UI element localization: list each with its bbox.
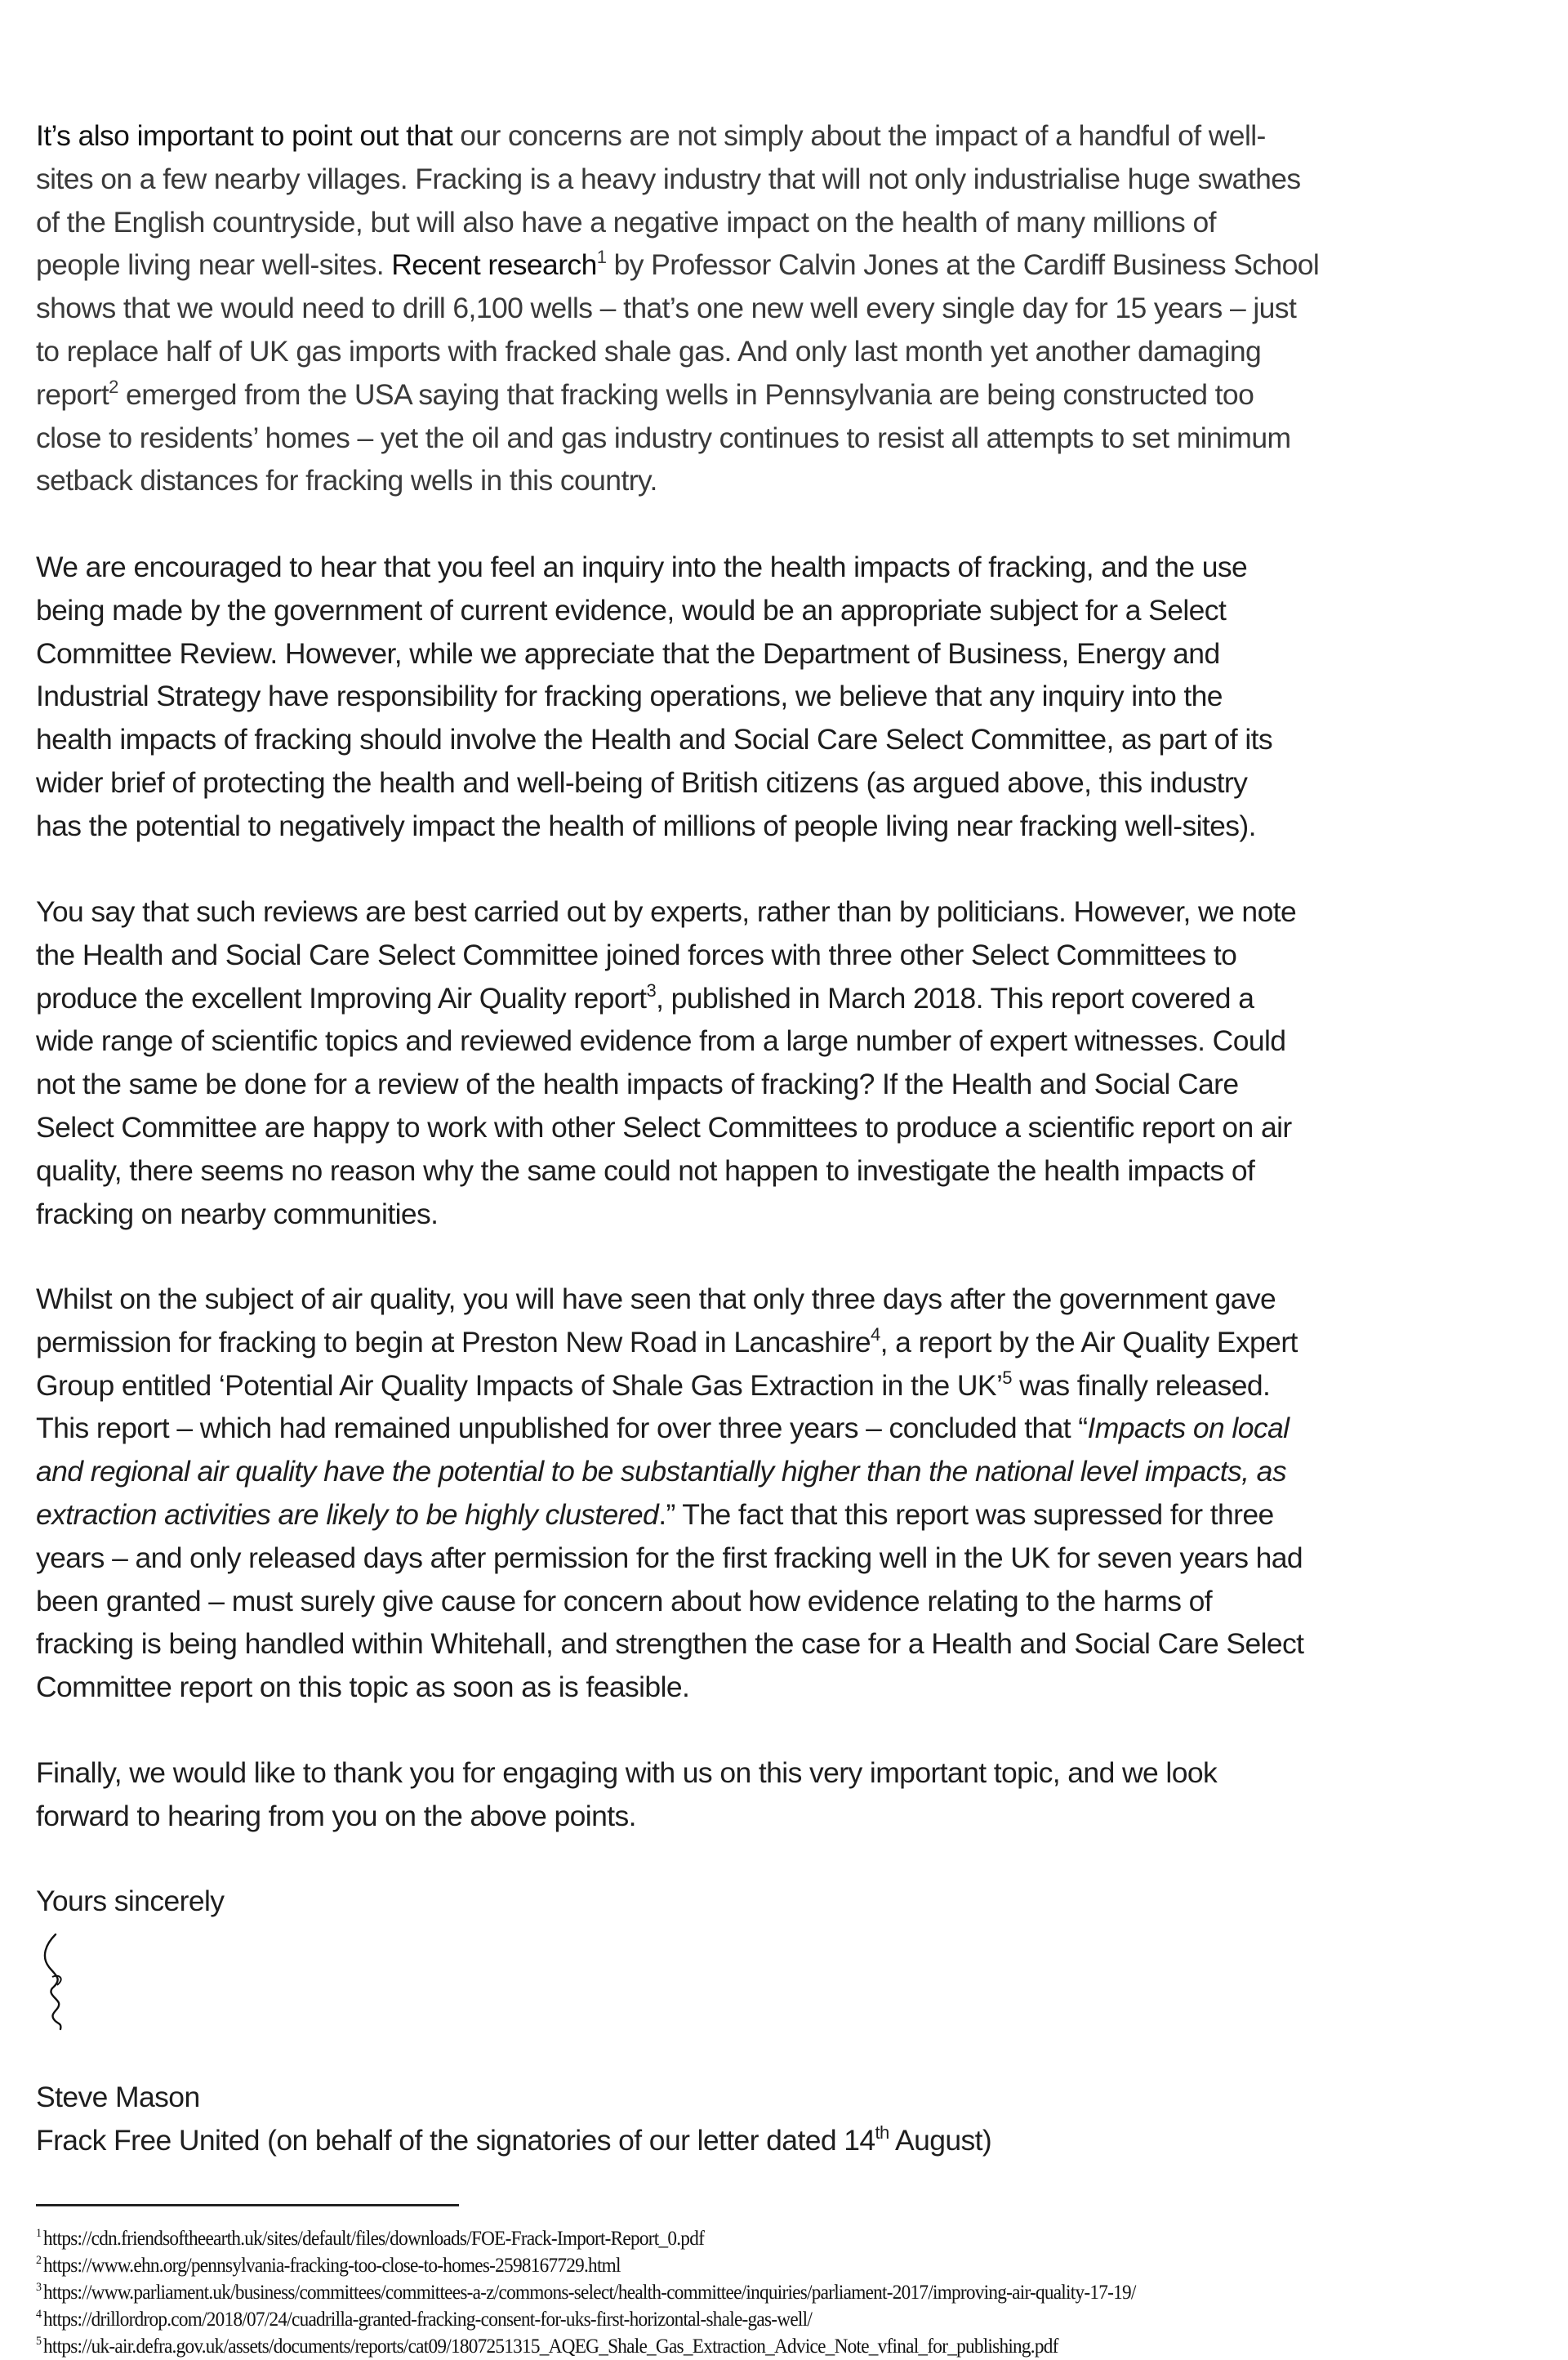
text-line [36,330,1555,373]
text-segment: forward to hearing from you on the above points. [36,1799,636,1832]
signature-block [36,2076,1555,2162]
text-line [36,1063,1555,1106]
paragraph-4 [36,1278,1555,1709]
text-segment: report [36,377,109,411]
footnote-reference: 5 [1002,1367,1012,1388]
text-line [36,1537,1555,1580]
text-line [36,934,1555,977]
text-segment: has the potential to negatively impact the health of millions of people living near fracking well-sites). [36,809,1256,842]
text-segment: wide range of scientific topics and reviewed evidence from a large number of expert witnesses. Could [36,1024,1286,1058]
text-segment: health impacts of fracking should involve the Health and Social Care Select Committee, as part of its [36,723,1273,756]
footnote [36,2252,1136,2279]
text-line [36,201,1555,244]
text-line [36,158,1555,201]
text-segment: our concerns are not simply about the impact of a handful of well- [452,119,1266,152]
text-segment: Committee report on this topic as soon as is feasible. [36,1671,690,1704]
text-segment: people living near well-sites. [36,248,392,282]
text-segment: to replace half of UK gas imports with fracked shale gas. And only last month yet another damaging [36,334,1262,368]
footnote-url[interactable]: https://cdn.friendsoftheearth.uk/sites/default/files/downloads/FOE-Frack-Import-Report_0.pdf [43,2228,705,2250]
text-line [36,114,1555,158]
text-segment: setback distances for fracking wells in this country. [36,464,657,497]
text-line [36,761,1555,805]
text-line [36,1149,1555,1193]
text-segment: was finally released. [1011,1368,1271,1402]
footnote-reference: 2 [109,376,118,397]
text-line [36,1450,1555,1493]
text-segment: years – and only released days after permission for the first fracking well in the UK for seven years had [36,1541,1303,1574]
footnote [36,2279,1136,2306]
footnote-url[interactable]: https://www.ehn.org/pennsylvania-fracking-too-close-to-homes-2598167729.html [43,2255,621,2277]
text-segment: , a report by the Air Quality Expert [880,1325,1298,1358]
footnote-url[interactable]: https://drillordrop.com/2018/07/24/cuadrilla-granted-fracking-consent-for-uks-first-horizontal-shale-gas-well/ [43,2309,813,2331]
text-segment: wider brief of protecting the health and well-being of British citizens (as argued above, this industry [36,765,1248,799]
text-line [36,890,1555,934]
footnote-reference: 3 [646,979,657,1001]
text-segment: We are encouraged to hear that you feel an inquiry into the health impacts of fracking, and the use [36,551,1248,583]
text-segment: been granted – must surely give cause for concern about how evidence relating to the harms of [36,1584,1213,1617]
text-segment: .” The fact that this report was supressed for three [658,1497,1274,1531]
closing-text: Yours sincerely [36,1885,225,1917]
text-segment: of the English countryside, but will also have a negative impact on the health of many millions of [36,205,1216,239]
footnote [36,2306,1136,2333]
text-line [36,1364,1555,1408]
text-segment: produce the excellent Improving Air Quality report [36,981,647,1015]
footnotes [36,2225,1218,2360]
text-line [36,1751,1555,1795]
text-segment: emerged from the USA saying that fracking wells in Pennsylvania are being constructed too [118,377,1254,411]
text-line [36,459,1555,502]
text-line [36,1666,1555,1709]
text-line [36,675,1555,718]
text-line [36,1622,1555,1666]
signer-org-text-end: August) [889,2123,992,2157]
text-line [36,243,1555,287]
text-line [36,718,1555,761]
footnote-reference: 4 [871,1323,880,1345]
text-line [36,1580,1555,1623]
text-segment: by Professor Calvin Jones at the Cardiff Business School [606,248,1320,282]
text-line [36,1795,1555,1838]
footnote-number: 2 [36,2254,42,2267]
text-segment: fracking on nearby communities. [36,1197,439,1230]
footnote [36,2333,1136,2360]
paragraph-3 [36,890,1555,1235]
text-segment: the Health and Social Care Select Committee joined forces with three other Select Committees to [36,938,1237,971]
italic-quote: and regional air quality have the potential to be substantially higher than the national level impacts, as [36,1455,1286,1488]
text-line [36,1019,1555,1063]
footnote-number: 4 [36,2308,42,2321]
signer-org-text: Frack Free United (on behalf of the signatories of our letter dated 14 [36,2123,875,2157]
ordinal-suffix: th [875,2121,889,2143]
footnote-number: 5 [36,2335,42,2348]
text-line [36,1321,1555,1364]
text-segment: close to residents’ homes – yet the oil and gas industry continues to resist all attempts to set minimum [36,421,1291,454]
text-segment: fracking is being handled within Whitehall, and strengthen the case for a Health and Social Care Select [36,1627,1304,1661]
text-line [36,1407,1555,1450]
text-segment: not the same be done for a review of the health impacts of fracking? If the Health and Social Care [36,1068,1239,1101]
text-line [36,589,1555,632]
text-line [36,1193,1555,1236]
text-segment: permission for fracking to begin at Preston New Road in Lancashire [36,1325,871,1358]
paragraph-1 [36,114,1555,502]
italic-quote: Impacts on local [1087,1412,1290,1445]
closing [36,1880,1555,1923]
footnote [36,2225,1136,2252]
text-segment: Whilst on the subject of air quality, you will have seen that only three days after the government gave [36,1283,1276,1315]
text-segment: Committee Review. However, while we appreciate that the Department of Business, Energy and [36,636,1220,670]
footnote-separator [36,2204,459,2206]
text-line [36,373,1555,417]
text-line [36,287,1555,330]
text-segment: quality, there seems no reason why the same could not happen to investigate the health impacts of [36,1153,1255,1187]
text-line [36,977,1555,1020]
text-line [36,1493,1555,1537]
text-segment: shows that we would need to drill 6,100 wells – that’s one new well every single day for 15 years – just [36,292,1297,325]
text-line [36,632,1555,676]
text-segment: sites on a few nearby villages. Fracking is a heavy industry that will not only industrialise huge swathes [36,162,1301,195]
text-line [36,1278,1555,1321]
text-line [36,805,1555,848]
text-segment: Group entitled ‘Potential Air Quality Impacts of Shale Gas Extraction in the UK’ [36,1368,1003,1402]
paragraph-5 [36,1751,1555,1838]
text-segment: This report – which had remained unpublished for over three years – concluded that “ [36,1412,1088,1445]
text-segment: being made by the government of current evidence, would be an appropriate subject for a Select [36,593,1227,627]
text-line [36,417,1555,460]
text-line [36,1106,1555,1149]
signature [38,1928,87,2034]
footnote-number: 3 [36,2281,42,2294]
footnote-url[interactable]: https://uk-air.defra.gov.uk/assets/documents/reports/cat09/1807251315_AQEG_Shale_Gas_Extraction_Advice_Note_vfinal_for_publishing.pdf [43,2335,1058,2358]
paragraph-2 [36,546,1555,848]
text-segment: Industrial Strategy have responsibility for fracking operations, we believe that any inquiry into the [36,680,1223,713]
footnote-url[interactable]: https://www.parliament.uk/business/committees/committees-a-z/commons-select/health-committee/inquiries/parliament-2017/improving-air-quality-17-19/ [43,2282,1136,2304]
text-segment: It’s also important to point out that [36,119,452,152]
text-segment: , published in March 2018. This report covered a [656,981,1254,1015]
text-line [36,546,1555,589]
text-segment: Recent research [391,248,597,282]
footnote-number: 1 [36,2227,42,2240]
text-segment: Finally, we would like to thank you for engaging with us on this very important topic, and we look [36,1756,1218,1789]
text-segment: Select Committee are happy to work with other Select Committees to produce a scientific report on air [36,1110,1292,1144]
signer-organisation [36,2119,1555,2162]
italic-quote: extraction activities are likely to be highly clustered [36,1497,659,1531]
signer-name: Steve Mason [36,2081,200,2113]
footnote-reference: 1 [596,247,607,268]
text-segment: You say that such reviews are best carried out by experts, rather than by politicians. However, we note [36,895,1297,928]
